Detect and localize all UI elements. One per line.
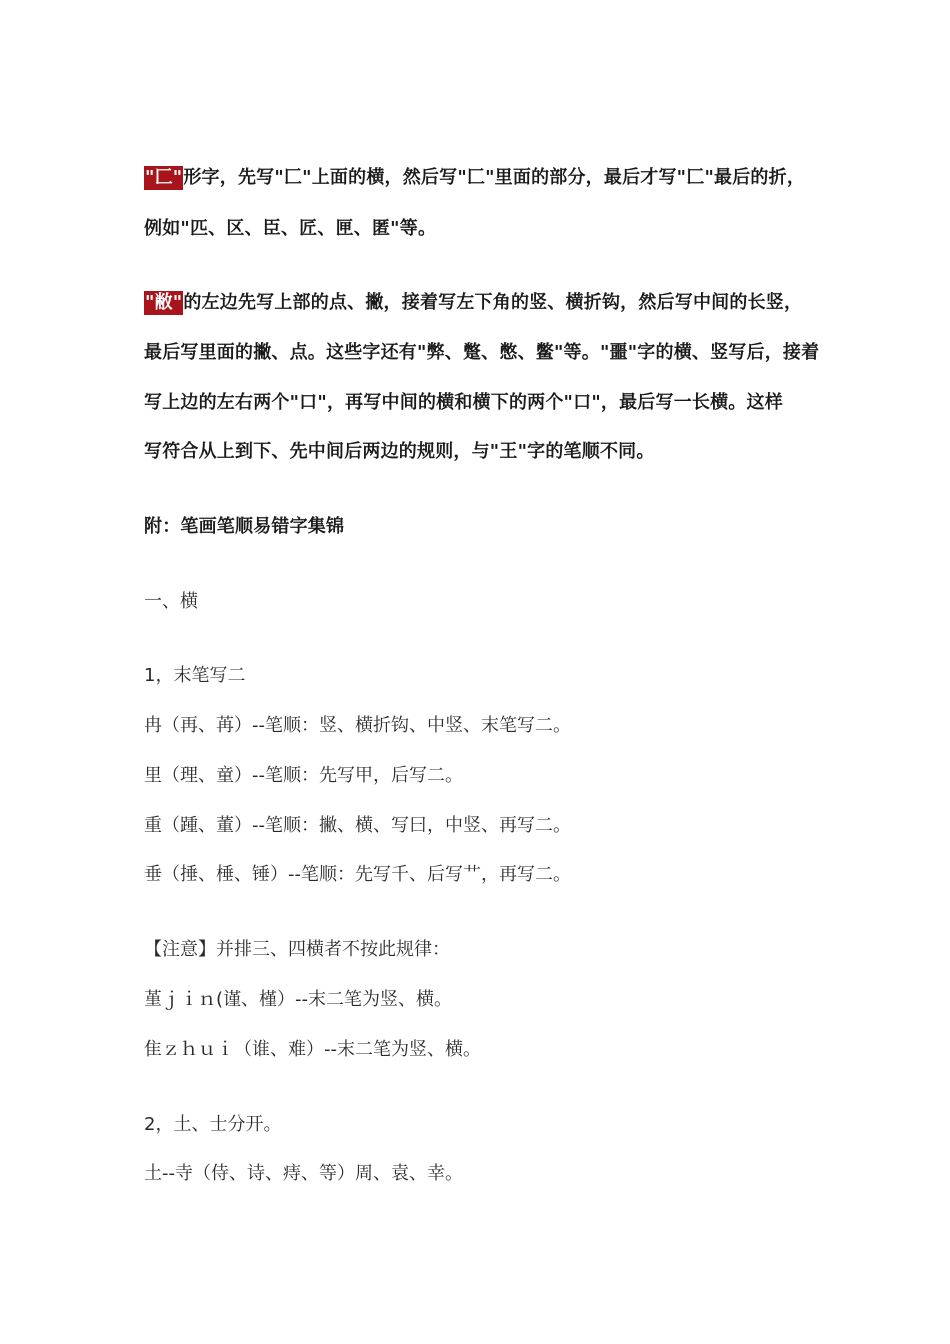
paragraph-2-line-1-text: 的左边先写上部的点、撇，接着写左下角的竖、横折钩，然后写中间的长竖，: [183, 292, 803, 313]
paragraph-2-line-1: [144, 288, 802, 314]
note-title: 【注意】并排三、四横者不按此规律：: [144, 939, 450, 960]
rule-1-item: 重（踵、董）--笔顺：撇、横、写曰，中竖、再写二。: [144, 815, 571, 836]
paragraph-2-line-3: 写上边的左右两个"口"，再写中间的横和横下的两个"口"，最后写一长横。这样: [144, 392, 783, 413]
note-item: 隹ｚｈｕｉ（谁、难）--末二笔为竖、横。: [144, 1039, 481, 1060]
section-1-title: 一、横: [144, 591, 198, 612]
rule-1-title: 1，末笔写二: [144, 665, 246, 686]
note-item: 堇ｊｉｎ(谨、槿）--末二笔为竖、横。: [144, 989, 453, 1010]
rule-1-item: 垂（捶、棰、锤）--笔顺：先写千、后写艹，再写二。: [144, 864, 571, 885]
paragraph-1-line-1-text: 形字，先写"匚"上面的横，然后写"匚"里面的部分，最后才写"匚"最后的折，: [183, 167, 806, 188]
paragraph-2-line-2: 最后写里面的撇、点。这些字还有"弊、蹩、憋、鳖"等。"噩"字的横、竖写后，接着: [144, 342, 820, 363]
rule-2-item: 土--寺（侍、诗、痔、等）周、袁、幸。: [144, 1163, 463, 1184]
appendix-title: 附：笔画笔顺易错字集锦: [144, 516, 345, 537]
highlight-tag-fang: "匚": [145, 167, 183, 188]
rule-1-item: 里（理、童）--笔顺：先写甲，后写二。: [144, 765, 463, 786]
highlight-tag-bi: "敝": [145, 292, 183, 313]
paragraph-1-line-1: [144, 163, 805, 189]
rule-2-title: 2，土、士分开。: [144, 1114, 282, 1135]
rule-1-item: 冉（再、苒）--笔顺：竖、横折钩、中竖、末笔写二。: [144, 715, 571, 736]
paragraph-1-line-2: 例如"匹、区、臣、匠、匣、匿"等。: [144, 218, 437, 239]
paragraph-2-line-4: 写符合从上到下、先中间后两边的规则，与"王"字的笔顺不同。: [144, 441, 655, 462]
